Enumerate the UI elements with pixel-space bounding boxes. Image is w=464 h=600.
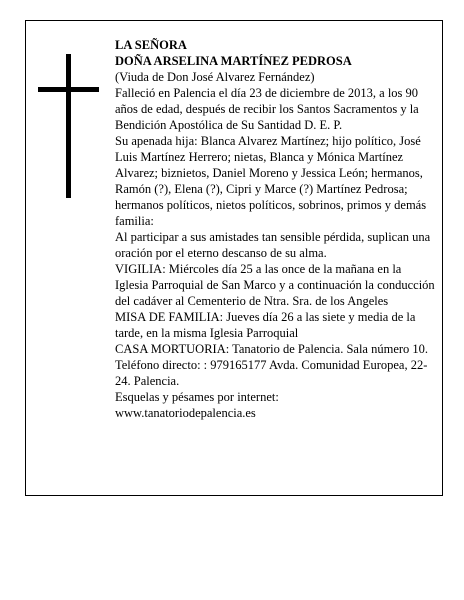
cross-vertical-bar — [66, 54, 71, 198]
mortuary-paragraph: CASA MORTUORIA: Tanatorio de Palencia. Sala número 10. Teléfono directo: : 979165177 Avda. Comunidad Europea, 22-24. Palencia. — [115, 342, 429, 388]
obituary-text — [115, 37, 435, 421]
widow-note: (Viuda de Don José Alvarez Fernández) — [115, 70, 315, 84]
death-paragraph: Falleció en Palencia el día 23 de diciembre de 2013, a los 90 años de edad, después de recibir los Santos Sacramentos y la Bendición Apostólica de Su Santidad D. E. P. — [115, 86, 419, 132]
website-link[interactable]: www.tanatoriodepalencia.es — [115, 406, 256, 420]
family-paragraph: Su apenada hija: Blanca Alvarez Martínez; hijo político, José Luis Martínez Herrero; nietas, Blanca y Mónica Martínez Alvarez; biznietos, Daniel Moreno y Jessica León; hermanos, Ramón (?), Elena (?), Cipri y Marce (?) Martínez Pedrosa; hermanos políticos, nietos políticos, sobrinos, primos y demás familia: — [115, 134, 427, 228]
cross-horizontal-bar — [38, 87, 99, 92]
mass-paragraph: MISA DE FAMILIA: Jueves día 26 a las siete y media de la tarde, en la misma Iglesia Parroquial — [115, 310, 416, 340]
vigil-paragraph: VIGILIA: Miércoles día 25 a las once de la mañana en la Iglesia Parroquial de San Marco y a continuación la conducción del cadáver al Cementerio de Ntra. Sra. de los Angeles — [115, 262, 435, 308]
title-line-1: LA SEÑORA — [115, 38, 187, 52]
internet-label: Esquelas y pésames por internet: — [115, 390, 279, 404]
request-paragraph: Al participar a sus amistades tan sensible pérdida, suplican una oración por el eterno descanso de su alma. — [115, 230, 431, 260]
deceased-name: DOÑA ARSELINA MARTÍNEZ PEDROSA — [115, 54, 352, 68]
